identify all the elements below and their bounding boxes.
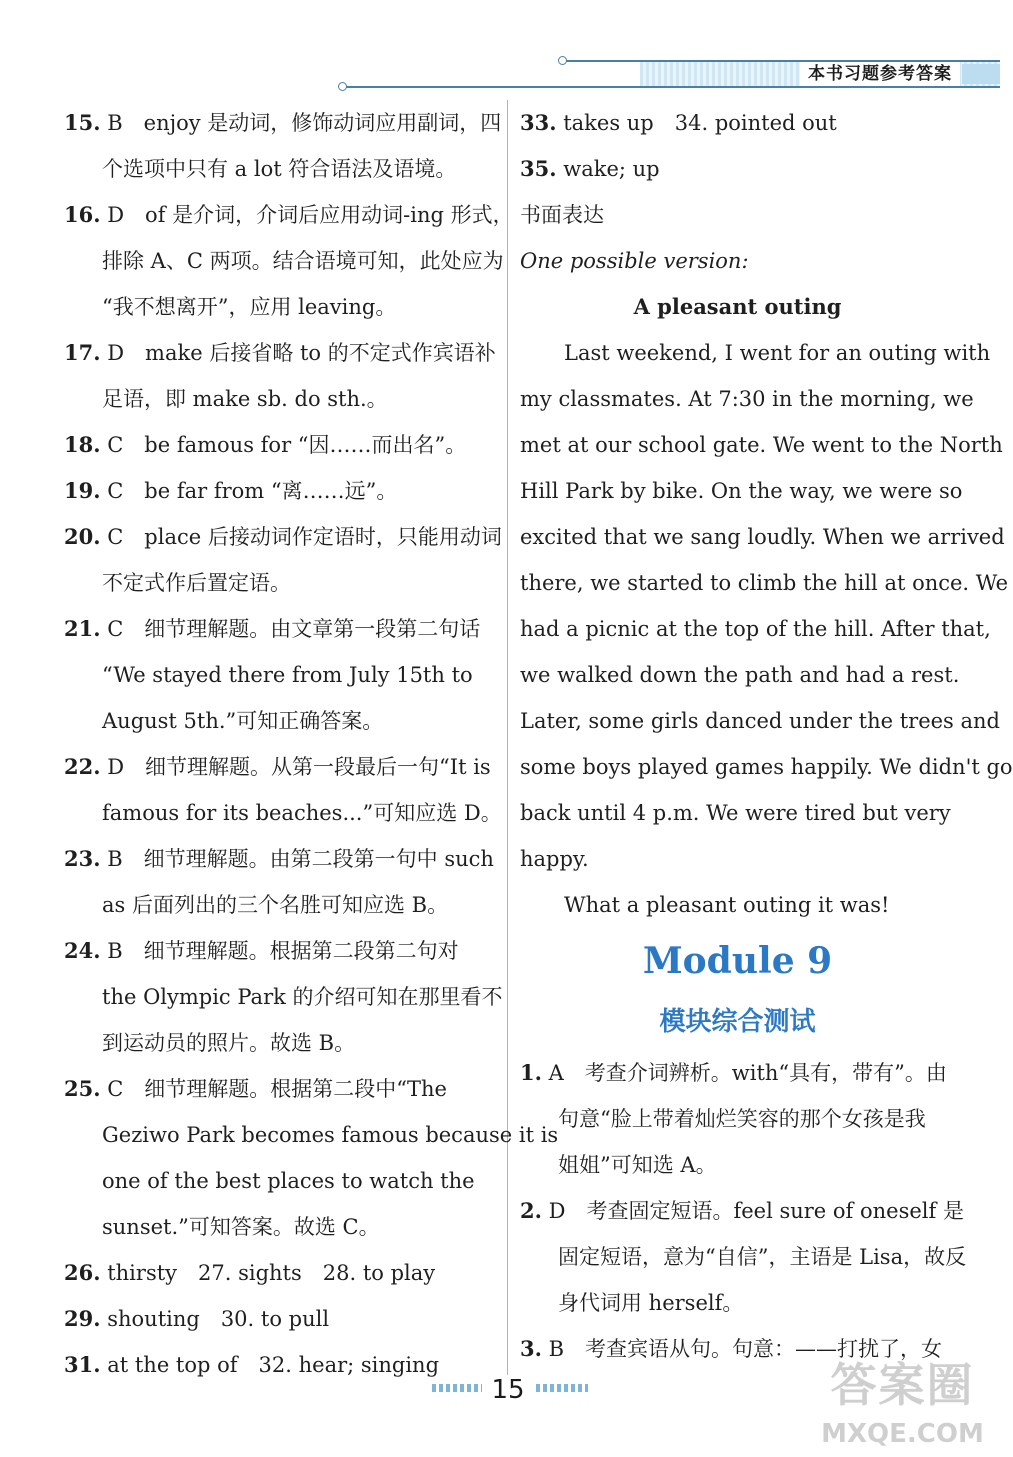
essay-line: Last weekend, I went for an outing with (564, 341, 991, 365)
answer-continuation (64, 790, 502, 836)
item-text: A 考查介词辨析。with“具有，带有”。由 (541, 1061, 947, 1085)
item-number: 24. (64, 938, 101, 963)
item-number: 22. (64, 754, 101, 779)
item-text: B 考查宾语从句。句意：——打扰了，女 (541, 1337, 943, 1361)
answer-continuation (64, 560, 496, 606)
essay-line: met at our school gate. We went to the North (520, 433, 1003, 457)
answer-item (64, 836, 496, 882)
item-text: 不定式作后置定语。 (102, 571, 291, 595)
item-text: D of 是介词，介词后应用动词-ing 形式， (100, 203, 514, 227)
item-number: 33. (520, 110, 557, 135)
item-text: the Olympic Park 的介绍可知在那里看不 (102, 985, 503, 1009)
answer-continuation (64, 974, 503, 1020)
item-text: August 5th.”可知正确答案。 (102, 709, 384, 733)
item-text: “We stayed there from July 15th to (102, 663, 473, 687)
page-number: 15 (491, 1375, 525, 1405)
answer-continuation (64, 1020, 496, 1066)
item-number: 29. (64, 1306, 101, 1331)
item-text: wake; up (556, 157, 660, 181)
item-number: 17. (64, 340, 101, 365)
essay-line: some boys played games happily. We didn't go (520, 755, 1013, 779)
item-text: 个选项中只有 a lot 符合语法及语境。 (102, 157, 457, 181)
item-text: Geziwo Park becomes famous because it is (102, 1123, 559, 1147)
item-text: B 细节理解题。根据第二段第二句对 (100, 939, 459, 963)
essay-line: had a picnic at the top of the hill. After that, (520, 617, 991, 641)
item-text: C be famous for “因……而出名”。 (100, 433, 467, 457)
item-text: shouting 30. to pull (100, 1307, 330, 1331)
answer-continuation (64, 284, 496, 330)
essay-line: there, we started to climb the hill at once. We (520, 571, 1009, 595)
answer-continuation (64, 1112, 559, 1158)
answer-item (64, 468, 496, 514)
answer-item (64, 330, 496, 376)
item-text: 句意“脸上带着灿烂笑容的那个女孩是我 (558, 1107, 926, 1131)
item-text: C 细节理解题。根据第二段中“The (100, 1077, 447, 1101)
answer-item (64, 1250, 496, 1296)
essay-title: A pleasant outing (633, 294, 842, 319)
essay-closing: What a pleasant outing it was! (564, 893, 890, 917)
header-tab (962, 64, 1000, 84)
watermark-url: MXQE.COM (821, 1419, 984, 1449)
item-text: sunset.”可知答案。故选 C。 (102, 1215, 380, 1239)
item-number: 16. (64, 202, 101, 227)
answer-continuation (520, 1142, 955, 1188)
item-text: at the top of 32. hear; singing (100, 1353, 440, 1377)
item-text: takes up 34. pointed out (556, 111, 837, 135)
essay-line: back until 4 p.m. We were tired but very (520, 801, 951, 825)
header-rule (345, 86, 1000, 88)
answer-item (64, 606, 496, 652)
column-divider (507, 100, 508, 1375)
essay-line: Hill Park by bike. On the way, we were so (520, 479, 963, 503)
item-number: 19. (64, 478, 101, 503)
item-text: 足语，即 make sb. do sth.。 (102, 387, 388, 411)
answer-item (64, 192, 514, 238)
item-number: 1. (520, 1060, 542, 1085)
item-number: 15. (64, 110, 101, 135)
item-text: 固定短语，意为“自信”，主语是 Lisa，故反 (558, 1245, 967, 1269)
item-number: 23. (64, 846, 101, 871)
header-rule-dot (338, 82, 347, 91)
answer-item (520, 1188, 964, 1234)
item-text: 身代词用 herself。 (558, 1291, 744, 1315)
answer-continuation (64, 238, 504, 284)
essay-line: my classmates. At 7:30 in the morning, we (520, 387, 974, 411)
item-text: B enjoy 是动词，修饰动词应用副词，四 (100, 111, 502, 135)
item-text: D 细节理解题。从第一段最后一句“It is (100, 755, 491, 779)
item-text: 姐姐”可知选 A。 (558, 1153, 717, 1177)
answer-item (64, 1296, 496, 1342)
item-number: 35. (520, 156, 557, 181)
watermark-logo: 答案圈 (830, 1358, 975, 1412)
writing-heading: 书面表达 (520, 203, 604, 227)
essay-line: excited that we sang loudly. When we arrived (520, 525, 1005, 549)
right-column (520, 100, 1013, 1372)
item-number: 21. (64, 616, 101, 641)
answer-item (64, 744, 496, 790)
item-text: one of the best places to watch the (102, 1169, 475, 1193)
essay-line: we walked down the path and had a rest. (520, 663, 960, 687)
answer-item (64, 100, 502, 146)
module-title: Module 9 (642, 940, 833, 982)
answer-item (64, 514, 502, 560)
answer-continuation (64, 652, 496, 698)
item-number: 26. (64, 1260, 101, 1285)
answer-continuation (64, 1158, 496, 1204)
item-number: 3. (520, 1336, 542, 1361)
answer-continuation (64, 1204, 496, 1250)
essay-line: happy. (520, 847, 589, 871)
item-text: B 细节理解题。由第二段第一句中 such (100, 847, 494, 871)
answer-item (520, 1050, 955, 1096)
version-label: One possible version: (520, 249, 749, 273)
item-text: thirsty 27. sights 28. to play (100, 1261, 436, 1285)
answer-item (64, 1066, 496, 1112)
answer-continuation (64, 376, 496, 422)
answer-continuation (520, 1234, 967, 1280)
answer-item (64, 928, 496, 974)
answer-item (520, 100, 955, 146)
item-text: famous for its beaches...”可知应选 D。 (102, 801, 502, 825)
item-number: 25. (64, 1076, 101, 1101)
item-text: C 细节理解题。由文章第一段第二句话 (100, 617, 481, 641)
item-number: 31. (64, 1352, 101, 1377)
answer-continuation (520, 1096, 955, 1142)
section-title: 模块综合测试 (659, 1007, 816, 1037)
answer-continuation (64, 146, 496, 192)
footer-ornament (432, 1384, 482, 1392)
item-text: C be far from “离……远”。 (100, 479, 398, 503)
item-text: C place 后接动词作定语时，只能用动词 (100, 525, 502, 549)
item-number: 20. (64, 524, 101, 549)
answer-item (64, 422, 496, 468)
item-text: 到运动员的照片。故选 B。 (102, 1031, 356, 1055)
item-number: 2. (520, 1198, 542, 1223)
item-number: 18. (64, 432, 101, 457)
watermark (810, 1355, 995, 1455)
answer-continuation (520, 1280, 955, 1326)
answer-continuation (64, 882, 496, 928)
page-header (0, 0, 1000, 100)
answer-item (520, 146, 955, 192)
item-text: 排除 A、C 两项。结合语境可知，此处应为 (102, 249, 504, 273)
essay-line: Later, some girls danced under the trees and (520, 709, 1000, 733)
footer-ornament (536, 1384, 588, 1392)
item-text: as 后面列出的三个名胜可知应选 B。 (102, 893, 449, 917)
item-text: D 考查固定短语。feel sure of oneself 是 (541, 1199, 964, 1223)
answer-continuation (64, 698, 496, 744)
item-text: D make 后接省略 to 的不定式作宾语补 (100, 341, 496, 365)
item-text: “我不想离开”，应用 leaving。 (102, 295, 397, 319)
header-title: 本书习题参考答案 (800, 62, 960, 86)
header-rule-dot (558, 56, 567, 65)
